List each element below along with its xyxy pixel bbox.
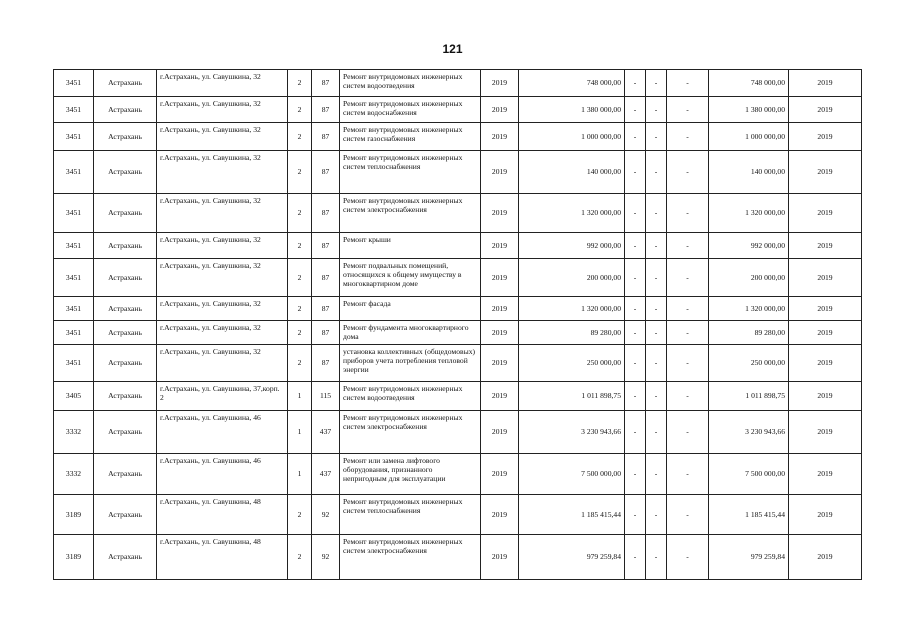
- total-cell: 1 185 415,44: [709, 495, 789, 535]
- address-cell: г.Астрахань, ул. Савушкина, 46: [157, 411, 288, 454]
- work-type-cell: Ремонт внутридомовых инженерных систем газоснабжения: [340, 123, 481, 151]
- dash-cell: -: [625, 297, 646, 321]
- table-row: [54, 194, 862, 233]
- dash-cell: -: [625, 233, 646, 259]
- table-row: [54, 259, 862, 297]
- address-cell: г.Астрахань, ул. Савушкина, 48: [157, 535, 288, 580]
- table-row: [54, 123, 862, 151]
- flats-cell: 87: [312, 151, 340, 194]
- city-cell: Астрахань: [94, 345, 157, 382]
- year-cell: 2019: [481, 321, 519, 345]
- work-type-cell: Ремонт внутридомовых инженерных систем теплоснабжения: [340, 495, 481, 535]
- completion-year-cell: 2019: [789, 345, 862, 382]
- cost-cell: 992 000,00: [519, 233, 625, 259]
- work-type-cell: Ремонт фасада: [340, 297, 481, 321]
- entrances-cell: 2: [288, 345, 312, 382]
- dash-cell: -: [625, 259, 646, 297]
- entrances-cell: 2: [288, 123, 312, 151]
- dash-cell: -: [646, 411, 667, 454]
- year-cell: 2019: [481, 411, 519, 454]
- object-code: 3189: [54, 495, 94, 535]
- year-cell: 2019: [481, 495, 519, 535]
- total-cell: 979 259,84: [709, 535, 789, 580]
- object-code: 3451: [54, 321, 94, 345]
- dash-cell: -: [625, 382, 646, 411]
- work-type-cell: Ремонт крыши: [340, 233, 481, 259]
- completion-year-cell: 2019: [789, 321, 862, 345]
- completion-year-cell: 2019: [789, 151, 862, 194]
- flats-cell: 87: [312, 194, 340, 233]
- address-cell: г.Астрахань, ул. Савушкина, 32: [157, 97, 288, 123]
- dash-cell: -: [646, 535, 667, 580]
- dash-cell: -: [646, 297, 667, 321]
- flats-cell: 87: [312, 297, 340, 321]
- total-cell: 1 320 000,00: [709, 297, 789, 321]
- city-cell: Астрахань: [94, 297, 157, 321]
- year-cell: 2019: [481, 382, 519, 411]
- address-cell: г.Астрахань, ул. Савушкина, 32: [157, 321, 288, 345]
- work-type-cell: Ремонт внутридомовых инженерных систем водоотведения: [340, 70, 481, 97]
- object-code: 3451: [54, 123, 94, 151]
- flats-cell: 115: [312, 382, 340, 411]
- total-cell: 748 000,00: [709, 70, 789, 97]
- dash-cell: -: [625, 345, 646, 382]
- dash-cell: -: [667, 233, 709, 259]
- entrances-cell: 2: [288, 535, 312, 580]
- cost-cell: 1 000 000,00: [519, 123, 625, 151]
- cost-cell: 979 259,84: [519, 535, 625, 580]
- table-row: [54, 382, 862, 411]
- dash-cell: -: [646, 259, 667, 297]
- entrances-cell: 2: [288, 151, 312, 194]
- dash-cell: -: [625, 97, 646, 123]
- year-cell: 2019: [481, 345, 519, 382]
- dash-cell: -: [646, 97, 667, 123]
- city-cell: Астрахань: [94, 382, 157, 411]
- completion-year-cell: 2019: [789, 535, 862, 580]
- entrances-cell: 2: [288, 70, 312, 97]
- total-cell: 250 000,00: [709, 345, 789, 382]
- flats-cell: 87: [312, 233, 340, 259]
- flats-cell: 87: [312, 321, 340, 345]
- total-cell: 1 011 898,75: [709, 382, 789, 411]
- table-row: [54, 233, 862, 259]
- flats-cell: 87: [312, 345, 340, 382]
- work-type-cell: Ремонт или замена лифтового оборудования, признанного непригодным для эксплуатации: [340, 454, 481, 495]
- address-cell: г.Астрахань, ул. Савушкина, 37,корп. 2: [157, 382, 288, 411]
- object-code: 3451: [54, 297, 94, 321]
- object-code: 3405: [54, 382, 94, 411]
- city-cell: Астрахань: [94, 97, 157, 123]
- dash-cell: -: [625, 194, 646, 233]
- cost-cell: 1 320 000,00: [519, 297, 625, 321]
- object-code: 3332: [54, 454, 94, 495]
- completion-year-cell: 2019: [789, 233, 862, 259]
- city-cell: Астрахань: [94, 495, 157, 535]
- address-cell: г.Астрахань, ул. Савушкина, 32: [157, 70, 288, 97]
- dash-cell: -: [667, 123, 709, 151]
- completion-year-cell: 2019: [789, 70, 862, 97]
- entrances-cell: 2: [288, 297, 312, 321]
- dash-cell: -: [625, 321, 646, 345]
- year-cell: 2019: [481, 194, 519, 233]
- address-cell: г.Астрахань, ул. Савушкина, 32: [157, 345, 288, 382]
- dash-cell: -: [667, 151, 709, 194]
- work-type-cell: Ремонт внутридомовых инженерных систем электроснабжения: [340, 535, 481, 580]
- dash-cell: -: [646, 233, 667, 259]
- object-code: 3451: [54, 233, 94, 259]
- completion-year-cell: 2019: [789, 194, 862, 233]
- address-cell: г.Астрахань, ул. Савушкина, 32: [157, 259, 288, 297]
- dash-cell: -: [646, 454, 667, 495]
- address-cell: г.Астрахань, ул. Савушкина, 32: [157, 123, 288, 151]
- work-type-cell: Ремонт внутридомовых инженерных систем водоотведения: [340, 382, 481, 411]
- table-row: [54, 321, 862, 345]
- dash-cell: -: [625, 454, 646, 495]
- address-cell: г.Астрахань, ул. Савушкина, 32: [157, 297, 288, 321]
- city-cell: Астрахань: [94, 454, 157, 495]
- work-type-cell: Ремонт фундамента многоквартирного дома: [340, 321, 481, 345]
- object-code: 3451: [54, 259, 94, 297]
- dash-cell: -: [667, 70, 709, 97]
- city-cell: Астрахань: [94, 411, 157, 454]
- dash-cell: -: [625, 70, 646, 97]
- dash-cell: -: [646, 123, 667, 151]
- work-type-cell: Ремонт внутридомовых инженерных систем электроснабжения: [340, 194, 481, 233]
- completion-year-cell: 2019: [789, 297, 862, 321]
- table-row: [54, 345, 862, 382]
- year-cell: 2019: [481, 233, 519, 259]
- completion-year-cell: 2019: [789, 495, 862, 535]
- work-type-cell: установка коллективных (общедомовых) приборов учета потребления тепловой энергии: [340, 345, 481, 382]
- entrances-cell: 2: [288, 321, 312, 345]
- dash-cell: -: [646, 495, 667, 535]
- dash-cell: -: [646, 321, 667, 345]
- dash-cell: -: [625, 535, 646, 580]
- object-code: 3451: [54, 151, 94, 194]
- total-cell: 7 500 000,00: [709, 454, 789, 495]
- table-row: [54, 495, 862, 535]
- completion-year-cell: 2019: [789, 382, 862, 411]
- object-code: 3451: [54, 194, 94, 233]
- city-cell: Астрахань: [94, 194, 157, 233]
- cost-cell: 89 280,00: [519, 321, 625, 345]
- cost-cell: 1 320 000,00: [519, 194, 625, 233]
- dash-cell: -: [667, 259, 709, 297]
- dash-cell: -: [625, 411, 646, 454]
- table-row: [54, 151, 862, 194]
- address-cell: г.Астрахань, ул. Савушкина, 32: [157, 233, 288, 259]
- dash-cell: -: [646, 151, 667, 194]
- cost-cell: 3 230 943,66: [519, 411, 625, 454]
- total-cell: 200 000,00: [709, 259, 789, 297]
- dash-cell: -: [667, 194, 709, 233]
- year-cell: 2019: [481, 297, 519, 321]
- total-cell: 140 000,00: [709, 151, 789, 194]
- dash-cell: -: [667, 411, 709, 454]
- dash-cell: -: [667, 297, 709, 321]
- address-cell: г.Астрахань, ул. Савушкина, 48: [157, 495, 288, 535]
- dash-cell: -: [667, 345, 709, 382]
- completion-year-cell: 2019: [789, 123, 862, 151]
- year-cell: 2019: [481, 70, 519, 97]
- entrances-cell: 2: [288, 495, 312, 535]
- flats-cell: 87: [312, 123, 340, 151]
- flats-cell: 87: [312, 259, 340, 297]
- address-cell: г.Астрахань, ул. Савушкина, 46: [157, 454, 288, 495]
- flats-cell: 87: [312, 97, 340, 123]
- year-cell: 2019: [481, 97, 519, 123]
- dash-cell: -: [667, 321, 709, 345]
- table-body: [54, 70, 862, 580]
- cost-cell: 1 011 898,75: [519, 382, 625, 411]
- year-cell: 2019: [481, 259, 519, 297]
- page-number: 121: [442, 42, 463, 56]
- total-cell: 89 280,00: [709, 321, 789, 345]
- entrances-cell: 1: [288, 382, 312, 411]
- table-row: [54, 97, 862, 123]
- work-type-cell: Ремонт внутридомовых инженерных систем водоснабжения: [340, 97, 481, 123]
- completion-year-cell: 2019: [789, 454, 862, 495]
- flats-cell: 92: [312, 495, 340, 535]
- dash-cell: -: [667, 535, 709, 580]
- flats-cell: 87: [312, 70, 340, 97]
- dash-cell: -: [625, 495, 646, 535]
- flats-cell: 92: [312, 535, 340, 580]
- completion-year-cell: 2019: [789, 411, 862, 454]
- works-table: [53, 69, 862, 580]
- dash-cell: -: [667, 97, 709, 123]
- entrances-cell: 1: [288, 411, 312, 454]
- flats-cell: 437: [312, 411, 340, 454]
- year-cell: 2019: [481, 123, 519, 151]
- dash-cell: -: [646, 194, 667, 233]
- object-code: 3451: [54, 97, 94, 123]
- year-cell: 2019: [481, 535, 519, 580]
- object-code: 3189: [54, 535, 94, 580]
- city-cell: Астрахань: [94, 535, 157, 580]
- flats-cell: 437: [312, 454, 340, 495]
- work-type-cell: Ремонт внутридомовых инженерных систем теплоснабжения: [340, 151, 481, 194]
- city-cell: Астрахань: [94, 151, 157, 194]
- dash-cell: -: [667, 454, 709, 495]
- entrances-cell: 2: [288, 233, 312, 259]
- dash-cell: -: [646, 382, 667, 411]
- cost-cell: 7 500 000,00: [519, 454, 625, 495]
- table-row: [54, 535, 862, 580]
- year-cell: 2019: [481, 151, 519, 194]
- dash-cell: -: [667, 495, 709, 535]
- city-cell: Астрахань: [94, 233, 157, 259]
- dash-cell: -: [646, 345, 667, 382]
- entrances-cell: 2: [288, 194, 312, 233]
- cost-cell: 1 185 415,44: [519, 495, 625, 535]
- total-cell: 1 380 000,00: [709, 97, 789, 123]
- table-row: [54, 70, 862, 97]
- dash-cell: -: [625, 123, 646, 151]
- object-code: 3451: [54, 70, 94, 97]
- city-cell: Астрахань: [94, 123, 157, 151]
- total-cell: 1 000 000,00: [709, 123, 789, 151]
- completion-year-cell: 2019: [789, 97, 862, 123]
- total-cell: 3 230 943,66: [709, 411, 789, 454]
- table-row: [54, 297, 862, 321]
- entrances-cell: 1: [288, 454, 312, 495]
- address-cell: г.Астрахань, ул. Савушкина, 32: [157, 194, 288, 233]
- completion-year-cell: 2019: [789, 259, 862, 297]
- table-row: [54, 411, 862, 454]
- city-cell: Астрахань: [94, 70, 157, 97]
- work-type-cell: Ремонт подвальных помещений, относящихся к общему имуществу в многоквартирном доме: [340, 259, 481, 297]
- total-cell: 992 000,00: [709, 233, 789, 259]
- work-type-cell: Ремонт внутридомовых инженерных систем электроснабжения: [340, 411, 481, 454]
- dash-cell: -: [646, 70, 667, 97]
- dash-cell: -: [625, 151, 646, 194]
- cost-cell: 140 000,00: [519, 151, 625, 194]
- object-code: 3332: [54, 411, 94, 454]
- cost-cell: 748 000,00: [519, 70, 625, 97]
- total-cell: 1 320 000,00: [709, 194, 789, 233]
- address-cell: г.Астрахань, ул. Савушкина, 32: [157, 151, 288, 194]
- entrances-cell: 2: [288, 259, 312, 297]
- cost-cell: 1 380 000,00: [519, 97, 625, 123]
- city-cell: Астрахань: [94, 321, 157, 345]
- dash-cell: -: [667, 382, 709, 411]
- cost-cell: 200 000,00: [519, 259, 625, 297]
- city-cell: Астрахань: [94, 259, 157, 297]
- cost-cell: 250 000,00: [519, 345, 625, 382]
- object-code: 3451: [54, 345, 94, 382]
- entrances-cell: 2: [288, 97, 312, 123]
- table-row: [54, 454, 862, 495]
- year-cell: 2019: [481, 454, 519, 495]
